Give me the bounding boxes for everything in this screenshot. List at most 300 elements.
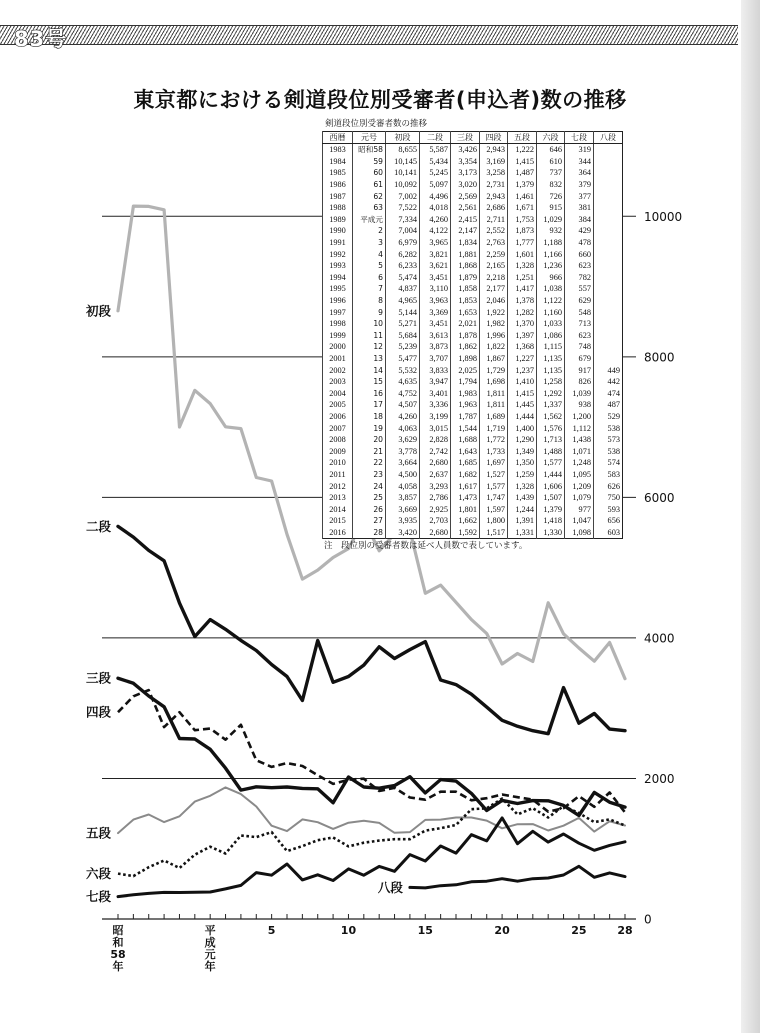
table-row — [323, 295, 623, 307]
table-cell: 3,857 — [386, 492, 420, 504]
table-cell: 381 — [565, 202, 594, 214]
table-cell: 2,569 — [451, 190, 480, 202]
table-cell: 3,258 — [480, 167, 508, 179]
table-cell: 62 — [353, 190, 386, 202]
table-cell: 1,577 — [480, 480, 508, 492]
series-line — [118, 787, 625, 833]
table-cell: 4,260 — [420, 214, 451, 226]
chart-title: 東京都における剣道段位別受審者(申込者)数の推移 — [133, 88, 627, 112]
table-cell: 2,218 — [480, 272, 508, 284]
table-row — [323, 272, 623, 284]
table-cell: 2011 — [323, 469, 353, 481]
table-cell: 1,415 — [508, 387, 537, 399]
table-cell: 15 — [353, 376, 386, 388]
table-cell: 574 — [594, 457, 623, 469]
table-cell: 4,260 — [386, 411, 420, 423]
table-row — [323, 237, 623, 249]
table-cell: 1988 — [323, 202, 353, 214]
table-cell: 1,290 — [508, 434, 537, 446]
table-cell: 18 — [353, 411, 386, 423]
y-tick-label: 10000 — [644, 209, 683, 224]
table-cell: 14 — [353, 364, 386, 376]
table-cell: 1,079 — [565, 492, 594, 504]
table-cell: 1,415 — [508, 156, 537, 168]
table-cell — [594, 144, 623, 156]
table-cell — [594, 237, 623, 249]
table-cell: 1,713 — [537, 434, 565, 446]
table-cell: 1,438 — [565, 434, 594, 446]
table-header-cell: 八段 — [594, 132, 623, 144]
table-row — [323, 318, 623, 330]
table-cell: 3,451 — [420, 318, 451, 330]
table-cell: 1996 — [323, 295, 353, 307]
series-label: 五段 — [85, 825, 111, 841]
table-cell: 1,643 — [451, 445, 480, 457]
table-cell — [594, 248, 623, 260]
table-cell: 5,245 — [420, 167, 451, 179]
table-cell: 629 — [565, 295, 594, 307]
table-cell: 1,135 — [537, 364, 565, 376]
table-cell: 1,112 — [565, 422, 594, 434]
table-cell: 1,115 — [537, 341, 565, 353]
table-cell: 3,173 — [451, 167, 480, 179]
table-cell: 1,868 — [451, 260, 480, 272]
table-cell: 1,391 — [508, 515, 537, 527]
table-row — [323, 515, 623, 527]
table-cell: 1994 — [323, 272, 353, 284]
table-cell: 4,635 — [386, 376, 420, 388]
table-cell: 1,507 — [537, 492, 565, 504]
table-cell: 7,334 — [386, 214, 420, 226]
table-cell: 1,337 — [537, 399, 565, 411]
table-cell: 915 — [537, 202, 565, 214]
table-cell: 1,350 — [508, 457, 537, 469]
table-cell: 1,996 — [480, 330, 508, 342]
table-cell: 2005 — [323, 399, 353, 411]
table-cell: 1,853 — [451, 295, 480, 307]
table-cell: 487 — [594, 399, 623, 411]
table-header-row — [323, 132, 623, 144]
table-cell: 660 — [565, 248, 594, 260]
table-cell: 1989 — [323, 214, 353, 226]
table-cell: 1991 — [323, 237, 353, 249]
table-cell: 557 — [565, 283, 594, 295]
series-line — [410, 866, 625, 888]
table-row — [323, 353, 623, 365]
data-table — [322, 131, 623, 539]
table-cell — [594, 225, 623, 237]
table-cell — [594, 272, 623, 284]
table-cell: 1,418 — [537, 515, 565, 527]
table-row — [323, 341, 623, 353]
table-cell: 610 — [537, 156, 565, 168]
table-cell: 5,239 — [386, 341, 420, 353]
table-cell: 3,369 — [420, 306, 451, 318]
table-cell: 60 — [353, 167, 386, 179]
table-cell: 1,800 — [480, 515, 508, 527]
table-cell: 2,680 — [420, 457, 451, 469]
issue-number: 83号 — [14, 27, 68, 51]
table-cell: 2000 — [323, 341, 353, 353]
table-cell: 1,200 — [565, 411, 594, 423]
table-cell: 1,086 — [537, 330, 565, 342]
table-cell: 1,282 — [508, 306, 537, 318]
table-cell — [594, 167, 623, 179]
table-cell: 1,777 — [508, 237, 537, 249]
table-cell: 1,834 — [451, 237, 480, 249]
table-cell: 1,729 — [480, 364, 508, 376]
table-cell: 3,020 — [451, 179, 480, 191]
table-cell: 59 — [353, 156, 386, 168]
table-cell: 5,144 — [386, 306, 420, 318]
table-cell: 5 — [353, 260, 386, 272]
table-cell: 977 — [565, 503, 594, 515]
x-tick-label: 28 — [617, 924, 633, 937]
table-cell: 7,004 — [386, 225, 420, 237]
table-cell: 1,822 — [480, 341, 508, 353]
table-cell: 646 — [537, 144, 565, 156]
table-cell: 938 — [565, 399, 594, 411]
series-label: 六段 — [85, 866, 111, 882]
table-cell: 2,943 — [480, 144, 508, 156]
x-tick-label: 15 — [417, 924, 433, 937]
x-tick-label: 10 — [340, 924, 357, 937]
table-cell: 966 — [537, 272, 565, 284]
table-cell: 1,328 — [508, 260, 537, 272]
table-cell — [594, 179, 623, 191]
table-row — [323, 190, 623, 202]
table-cell: 19 — [353, 422, 386, 434]
table-cell: 1993 — [323, 260, 353, 272]
series-label: 二段 — [85, 518, 111, 534]
table-row — [323, 527, 623, 539]
table-cell: 1,244 — [508, 503, 537, 515]
table-cell: 3,707 — [420, 353, 451, 365]
table-cell: 24 — [353, 480, 386, 492]
table-header-cell: 三段 — [451, 132, 480, 144]
table-cell — [594, 260, 623, 272]
table-cell: 2,786 — [420, 492, 451, 504]
table-cell: 1,601 — [508, 248, 537, 260]
table-cell: 750 — [594, 492, 623, 504]
table-cell: 1,881 — [451, 248, 480, 260]
table-row — [323, 179, 623, 191]
table-header-cell: 二段 — [420, 132, 451, 144]
table-cell: 1,653 — [451, 306, 480, 318]
table-cell: 1,400 — [508, 422, 537, 434]
table-cell: 3,015 — [420, 422, 451, 434]
table-cell: 21 — [353, 445, 386, 457]
table-cell: 17 — [353, 399, 386, 411]
table-cell: 1,698 — [480, 376, 508, 388]
table-cell: 583 — [594, 469, 623, 481]
table-row — [323, 156, 623, 168]
table-cell: 1999 — [323, 330, 353, 342]
table-cell: 4,500 — [386, 469, 420, 481]
table-cell: 4,063 — [386, 422, 420, 434]
table-cell: 10 — [353, 318, 386, 330]
table-row — [323, 480, 623, 492]
table-cell: 3,169 — [480, 156, 508, 168]
table-cell: 1,963 — [451, 399, 480, 411]
table-cell: 8 — [353, 295, 386, 307]
table-cell: 1,862 — [451, 341, 480, 353]
table-cell: 1,473 — [451, 492, 480, 504]
table-cell: 1,328 — [508, 480, 537, 492]
table-cell: 2,552 — [480, 225, 508, 237]
table-cell: 344 — [565, 156, 594, 168]
table-note: 注 段位別の受審者数は延べ人員数で表しています。 — [324, 541, 528, 551]
table-cell — [594, 353, 623, 365]
table-cell: 5,474 — [386, 272, 420, 284]
table-cell: 623 — [565, 330, 594, 342]
table-cell: 1,444 — [537, 469, 565, 481]
table-cell: 1,160 — [537, 306, 565, 318]
table-cell: 1,577 — [537, 457, 565, 469]
table-cell: 3,778 — [386, 445, 420, 457]
table-row — [323, 214, 623, 226]
table-cell: 2006 — [323, 411, 353, 423]
table-cell: 1,488 — [537, 445, 565, 457]
table-cell: 1,697 — [480, 457, 508, 469]
table-cell: 1,209 — [565, 480, 594, 492]
x-tick-label: 20 — [494, 924, 510, 937]
table-cell: 1,258 — [537, 376, 565, 388]
table-cell: 6,282 — [386, 248, 420, 260]
table-cell: 593 — [594, 503, 623, 515]
table-cell: 28 — [353, 527, 386, 539]
table-cell: 2010 — [323, 457, 353, 469]
table-cell: 5,271 — [386, 318, 420, 330]
series-label: 三段 — [85, 670, 111, 686]
table-cell: 2,925 — [420, 503, 451, 515]
table-cell: 1,248 — [565, 457, 594, 469]
table-cell: 626 — [594, 480, 623, 492]
table-cell: 1,487 — [508, 167, 537, 179]
table-cell: 1,747 — [480, 492, 508, 504]
table-cell: 529 — [594, 411, 623, 423]
table-cell: 6,979 — [386, 237, 420, 249]
table-cell: 1,237 — [508, 364, 537, 376]
table-cell: 平成元 — [353, 214, 386, 226]
table-cell: 2,680 — [420, 527, 451, 539]
table-cell: 1,617 — [451, 480, 480, 492]
table-cell: 1,039 — [565, 387, 594, 399]
table-cell: 25 — [353, 492, 386, 504]
table-cell: 5,434 — [420, 156, 451, 168]
table-cell: 3,629 — [386, 434, 420, 446]
table-cell: 1,259 — [508, 469, 537, 481]
table-cell: 1,544 — [451, 422, 480, 434]
table-cell: 1987 — [323, 190, 353, 202]
x-tick-label: 平 成 元 年 — [204, 924, 216, 973]
table-cell: 1998 — [323, 318, 353, 330]
table-header-cell: 西暦 — [323, 132, 353, 144]
table-cell: 2,177 — [480, 283, 508, 295]
table-row — [323, 457, 623, 469]
table-cell: 364 — [565, 167, 594, 179]
table-row — [323, 364, 623, 376]
table-cell: 1986 — [323, 179, 353, 191]
table-cell: 1,331 — [508, 527, 537, 539]
table-cell: 1,095 — [565, 469, 594, 481]
table-cell — [594, 295, 623, 307]
table-cell: 5,477 — [386, 353, 420, 365]
table-cell: 2009 — [323, 445, 353, 457]
table-cell — [594, 318, 623, 330]
table-cell: 429 — [565, 225, 594, 237]
table-cell: 1,867 — [480, 353, 508, 365]
table-cell: 13 — [353, 353, 386, 365]
table-cell: 昭和58 — [353, 144, 386, 156]
table-cell: 2014 — [323, 503, 353, 515]
table-cell: 63 — [353, 202, 386, 214]
table-cell: 2,742 — [420, 445, 451, 457]
table-row — [323, 202, 623, 214]
table-cell: 11 — [353, 330, 386, 342]
table-cell: 2002 — [323, 364, 353, 376]
table-cell — [594, 190, 623, 202]
table-cell: 2,415 — [451, 214, 480, 226]
table-cell: 10,141 — [386, 167, 420, 179]
table-cell: 12 — [353, 341, 386, 353]
table-cell: 3,965 — [420, 237, 451, 249]
table-cell: 1,685 — [451, 457, 480, 469]
table-cell: 26 — [353, 503, 386, 515]
table-cell: 1,439 — [508, 492, 537, 504]
table-cell: 1,188 — [537, 237, 565, 249]
table-cell: 2,259 — [480, 248, 508, 260]
table-cell: 3,935 — [386, 515, 420, 527]
table-cell: 1,417 — [508, 283, 537, 295]
table-cell: 3,401 — [420, 387, 451, 399]
table-body — [323, 144, 623, 539]
table-cell: 1,811 — [480, 387, 508, 399]
table-row — [323, 330, 623, 342]
table-cell: 442 — [594, 376, 623, 388]
table-cell: 2,561 — [451, 202, 480, 214]
table-cell: 1,811 — [480, 399, 508, 411]
table-cell: 3,947 — [420, 376, 451, 388]
table-cell: 1,682 — [451, 469, 480, 481]
table-cell: 3,451 — [420, 272, 451, 284]
table-cell: 1,517 — [480, 527, 508, 539]
table-row — [323, 445, 623, 457]
table-cell: 16 — [353, 387, 386, 399]
table-cell: 2004 — [323, 387, 353, 399]
table-cell: 548 — [565, 306, 594, 318]
series-line — [118, 526, 625, 733]
y-tick-label: 2000 — [644, 771, 675, 786]
table-cell: 1,733 — [480, 445, 508, 457]
table-cell: 4,837 — [386, 283, 420, 295]
table-cell: 1,222 — [508, 144, 537, 156]
table-cell: 449 — [594, 364, 623, 376]
table-cell: 679 — [565, 353, 594, 365]
table-row — [323, 283, 623, 295]
table-cell: 2,828 — [420, 434, 451, 446]
table-cell: 2007 — [323, 422, 353, 434]
table-cell: 4,018 — [420, 202, 451, 214]
table-cell — [594, 202, 623, 214]
table-cell: 538 — [594, 422, 623, 434]
table-cell: 1,719 — [480, 422, 508, 434]
table-cell: 23 — [353, 469, 386, 481]
table-cell: 3,621 — [420, 260, 451, 272]
table-cell: 726 — [537, 190, 565, 202]
table-cell: 3,664 — [386, 457, 420, 469]
table-cell: 1,873 — [508, 225, 537, 237]
table-cell: 3,420 — [386, 527, 420, 539]
table-cell: 1,349 — [508, 445, 537, 457]
table-cell: 384 — [565, 214, 594, 226]
table-cell: 1,166 — [537, 248, 565, 260]
table-cell: 2,686 — [480, 202, 508, 214]
table-cell: 1,597 — [480, 503, 508, 515]
table-cell: 1,038 — [537, 283, 565, 295]
table-cell: 2,021 — [451, 318, 480, 330]
table-row — [323, 469, 623, 481]
series-label: 初段 — [85, 303, 111, 319]
table-cell: 1,527 — [480, 469, 508, 481]
table-cell: 1,898 — [451, 353, 480, 365]
table-title: 剣道段位別受審者数の推移 — [325, 119, 428, 129]
table-cell: 319 — [565, 144, 594, 156]
table-cell: 1,379 — [508, 179, 537, 191]
table-cell: 3,110 — [420, 283, 451, 295]
table-row — [323, 248, 623, 260]
table-cell — [594, 156, 623, 168]
table-header-cell: 四段 — [480, 132, 508, 144]
table-cell: 2,711 — [480, 214, 508, 226]
table-header-cell: 初段 — [386, 132, 420, 144]
table-cell: 2,763 — [480, 237, 508, 249]
table-cell: 1992 — [323, 248, 353, 260]
table-cell: 1,688 — [451, 434, 480, 446]
table-cell: 2003 — [323, 376, 353, 388]
table-cell: 3,821 — [420, 248, 451, 260]
table-cell: 832 — [537, 179, 565, 191]
table-cell: 1997 — [323, 306, 353, 318]
series-line — [118, 690, 625, 812]
table-cell: 1,576 — [537, 422, 565, 434]
table-cell: 1,689 — [480, 411, 508, 423]
table-cell: 1,227 — [508, 353, 537, 365]
table-cell: 1,033 — [537, 318, 565, 330]
table-row — [323, 411, 623, 423]
table-cell: 1,922 — [480, 306, 508, 318]
table-cell — [594, 306, 623, 318]
table-header-cell: 元号 — [353, 132, 386, 144]
table-cell: 3,963 — [420, 295, 451, 307]
table-cell: 7,522 — [386, 202, 420, 214]
table-cell: 20 — [353, 434, 386, 446]
table-cell: 1,606 — [537, 480, 565, 492]
table-cell: 3 — [353, 237, 386, 249]
table-cell: 4,496 — [420, 190, 451, 202]
series-line — [118, 799, 625, 877]
table-header-cell: 七段 — [565, 132, 594, 144]
table-cell: 623 — [565, 260, 594, 272]
table-cell: 1,047 — [565, 515, 594, 527]
table-cell: 713 — [565, 318, 594, 330]
table-cell: 9 — [353, 306, 386, 318]
table-cell: 3,336 — [420, 399, 451, 411]
y-tick-label: 6000 — [644, 490, 675, 505]
table-cell: 1,858 — [451, 283, 480, 295]
table-row — [323, 399, 623, 411]
table-cell: 826 — [565, 376, 594, 388]
